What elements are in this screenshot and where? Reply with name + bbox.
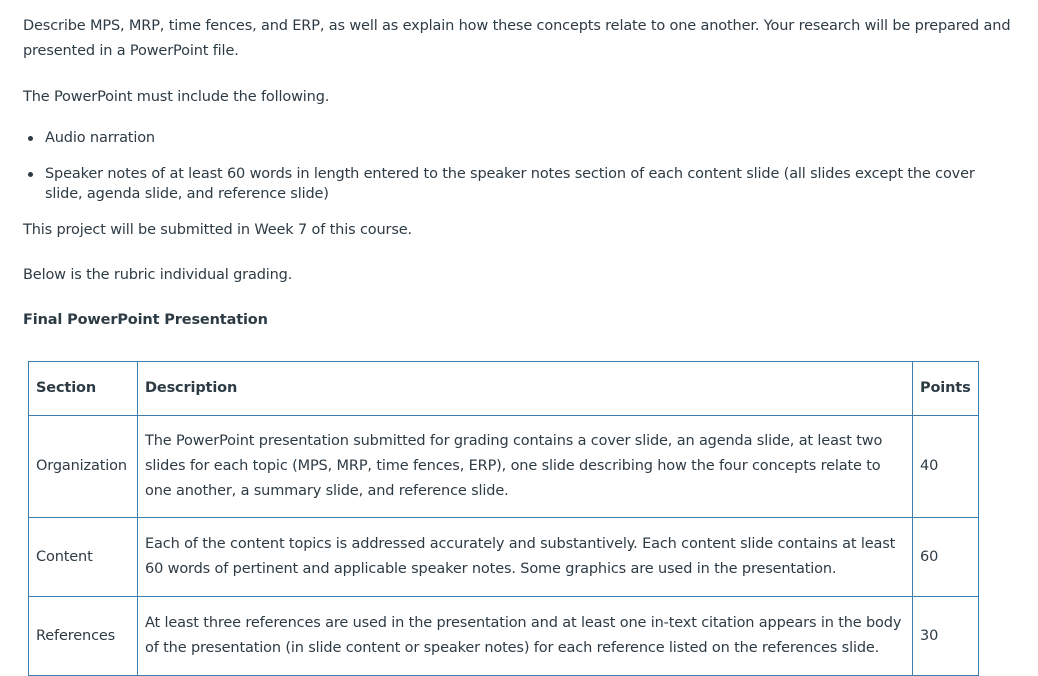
cell-points: 40 [913,416,979,518]
table-row [29,416,979,518]
header-points: Points [913,362,979,416]
cell-points: 60 [913,518,979,597]
intro-paragraph: Describe MPS, MRP, time fences, and ERP, as well as explain how these concepts relate to one another. Your research will be prepared and presented in a PowerPoint file. [23,18,1011,59]
requirements-list [23,128,1013,204]
assignment-content [23,14,1013,349]
header-section: Section [29,362,138,416]
rubric-intro: Below is the rubric individual grading. [23,267,293,283]
list-item: Audio narration [45,128,1013,148]
cell-description: Each of the content topics is addressed accurately and substantively. Each content slide contains at least 60 words of pertinent and applicable speaker notes. Some graphics are used in the presentation. [138,518,913,597]
table-header-row [29,362,979,416]
cell-section: Content [29,518,138,597]
requirements-intro: The PowerPoint must include the following. [23,89,330,105]
list-item: Speaker notes of at least 60 words in length entered to the speaker notes section of each content slide (all slides except the cover slide, agenda slide, and reference slide) [45,164,1013,204]
cell-description: At least three references are used in the presentation and at least one in-text citation appears in the body of the presentation (in slide content or speaker notes) for each reference listed on the references slide. [138,597,913,676]
cell-points: 30 [913,597,979,676]
cell-description: The PowerPoint presentation submitted for grading contains a cover slide, an agenda slide, at least two slides for each topic (MPS, MRP, time fences, ERP), one slide describing how the four concepts relate to one another, a summary slide, and reference slide. [138,416,913,518]
table-row [29,518,979,597]
cell-section: References [29,597,138,676]
header-description: Description [138,362,913,416]
table-row [29,597,979,676]
rubric-table [28,361,979,676]
rubric-title: Final PowerPoint Presentation [23,312,268,328]
cell-section: Organization [29,416,138,518]
submission-note: This project will be submitted in Week 7 of this course. [23,222,412,238]
